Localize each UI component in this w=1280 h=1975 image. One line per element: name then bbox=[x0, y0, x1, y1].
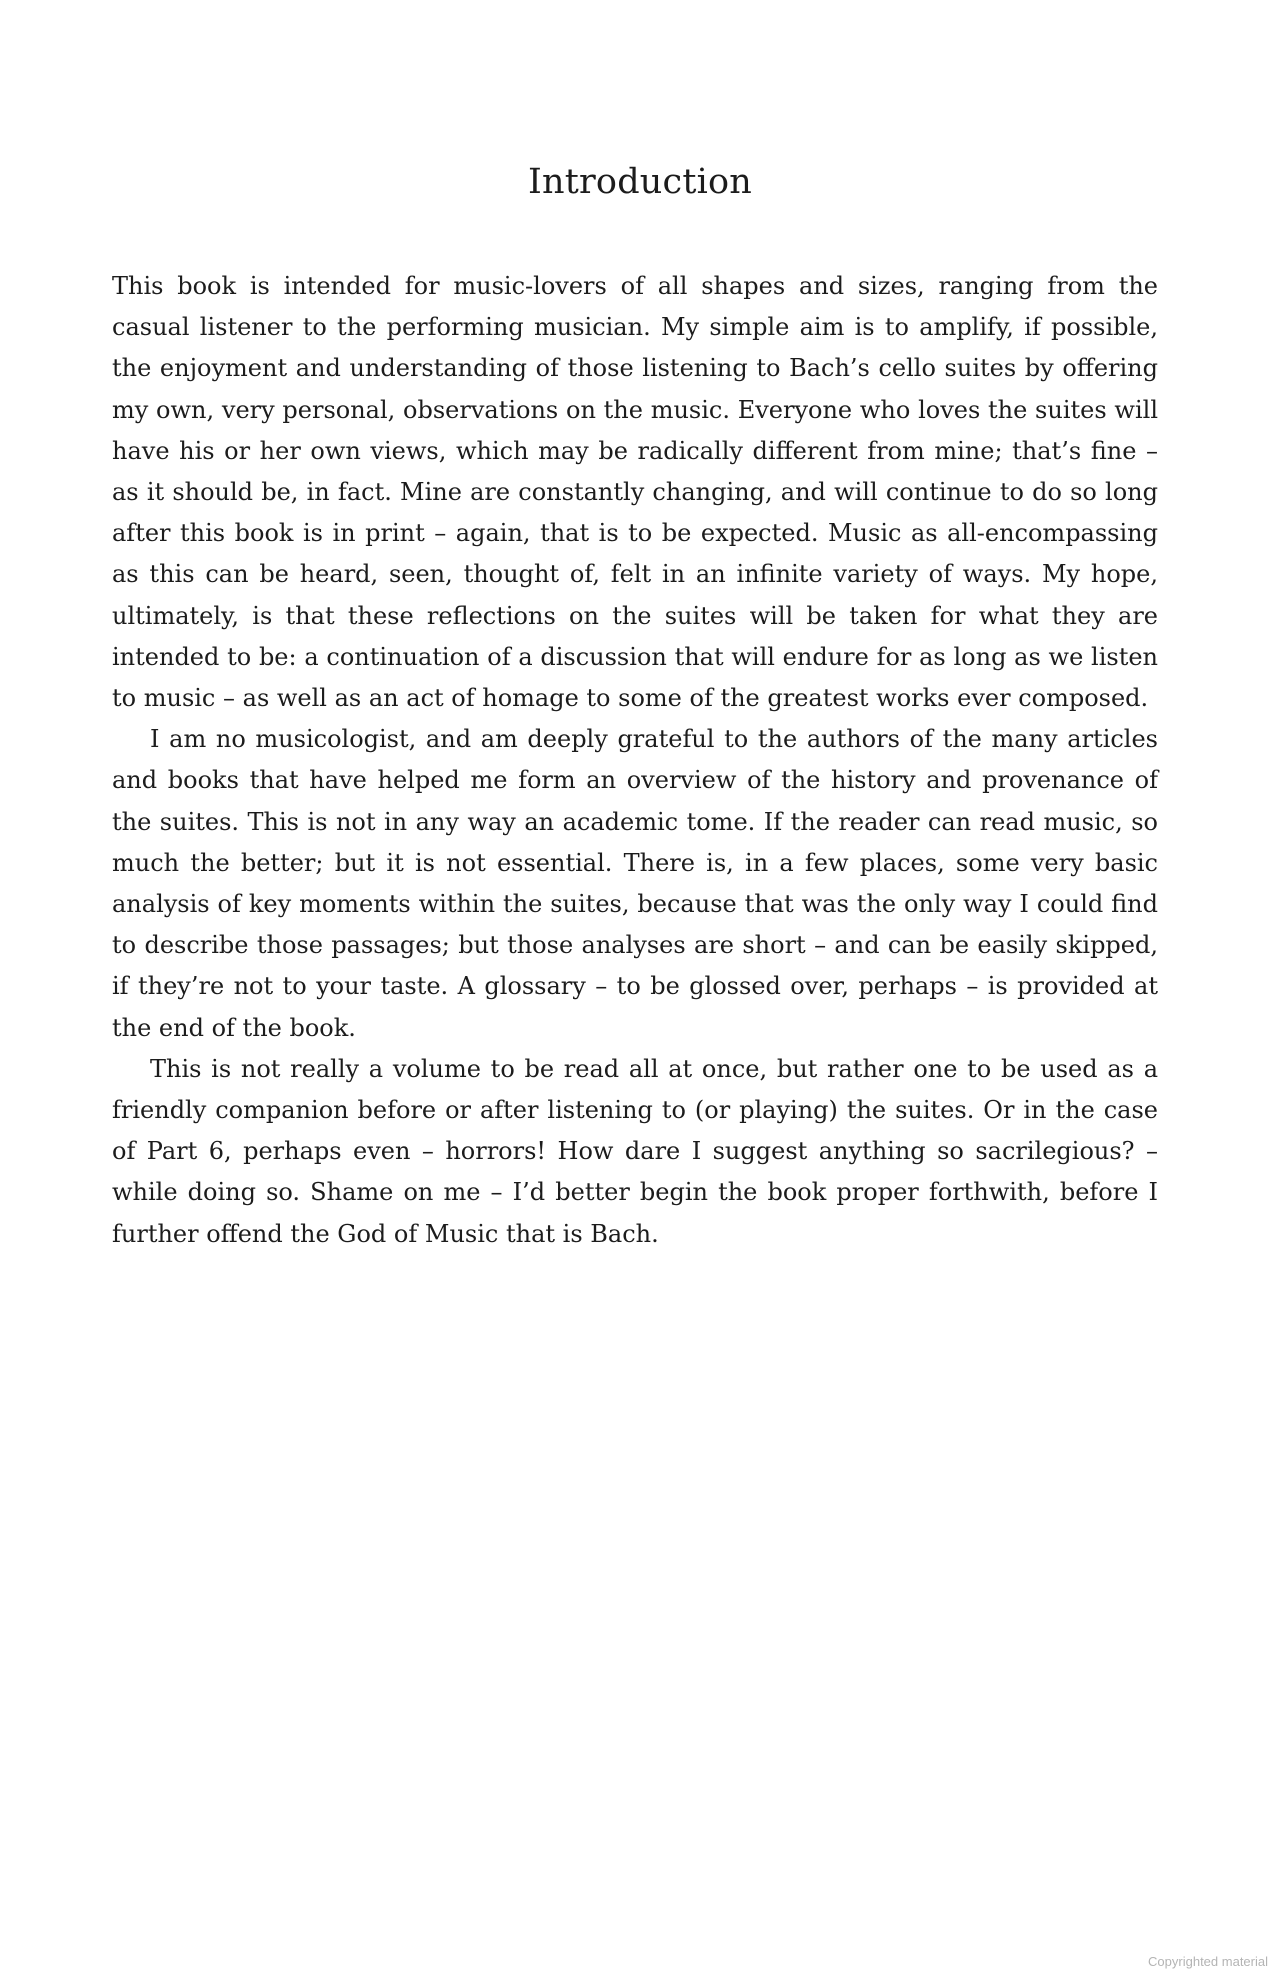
paragraph-2: I am no musicologist, and am deeply grateful to the authors of the many articles and books that have helped me form an overview of the history and provenance of the suites. This is not in any way an academic tome. If the reader can read music, so much the better; but it is not essential. There is, in a few places, some very basic analysis of key moments within the suites, because that was the only way I could find to describe those passages; but those analyses are short – and can be easily skipped, if they’re not to your taste. A glossary – to be glossed over, perhaps – is provided at the end of the book. bbox=[112, 725, 1158, 1042]
body-text bbox=[112, 266, 1158, 1255]
paragraph-3: This is not really a volume to be read all at once, but rather one to be used as a friendly companion before or after listening to (or playing) the suites. Or in the case of Part 6, perhaps even – horrors! How dare I suggest anything so sacrilegious? – while doing so. Shame on me – I’d better begin the book proper forthwith, before I further offend the God of Music that is Bach. bbox=[112, 1054, 1158, 1248]
copyright-watermark: Copyrighted material bbox=[1148, 1954, 1268, 1969]
paragraph-1: This book is intended for music-lovers of all shapes and sizes, ranging from the casual listener to the performing musician. My simple aim is to amplify, if possible, the enjoyment and understanding of those listening to Bach’s cello suites by offering my own, very personal, observations on the music. Everyone who loves the suites will have his or her own views, which may be radically different from mine; that’s fine – as it should be, in fact. Mine are constantly changing, and will continue to do so long after this book is in print – again, that is to be expected. Music as all-encompassing as this can be heard, seen, thought of, felt in an infinite variety of ways. My hope, ultimately, is that these reflections on the suites will be taken for what they are intended to be: a continuation of a discussion that will endure for as long as we listen to music – as well as an act of homage to some of the greatest works ever composed. bbox=[112, 272, 1158, 713]
page-title: Introduction bbox=[527, 162, 753, 202]
